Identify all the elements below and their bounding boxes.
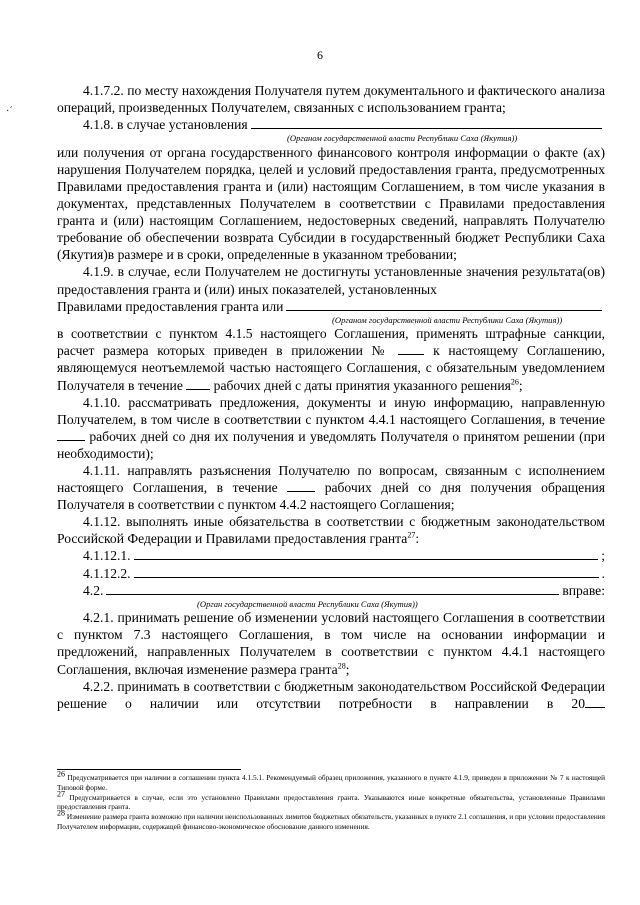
clause-4-1-9-body-c: рабочих дней с даты принятия указанного решения bbox=[213, 377, 511, 393]
footnote-text: Предусматривается при наличии в соглашении пункта 4.1.5.1. Рекомендуемый образец приложения, указанного в пункте 4.1.9, приведен в приложении № 7 к настоящей Типовой форме. bbox=[57, 773, 605, 792]
clause-4-1-12-2-label: 4.1.12.2. bbox=[83, 565, 131, 581]
organ-blank-line bbox=[251, 116, 602, 129]
organ-caption-2: (Органом государственной власти Республики Саха (Якутия)) bbox=[332, 314, 563, 325]
footnote-number: 27 bbox=[57, 789, 65, 799]
clause-4-1-11-text-b: рабочих дней со дня получения обращения Получателя в соответствии с пунктом 4.4.2 настоящего Соглашения; bbox=[57, 480, 606, 513]
annex-number-blank bbox=[398, 343, 424, 355]
clause-4-1-12-1-label: 4.1.12.1. bbox=[83, 548, 131, 564]
clause-4-1-12-2 bbox=[57, 565, 605, 582]
clause-4-2-2-text: 4.2.2. принимать в соответствии с бюджетным законодательством Российской Федерации решение о наличии или отсутствии потребности в направлении в 20 bbox=[57, 678, 605, 711]
footnote-ref-28: 28 bbox=[337, 660, 346, 670]
footnote-text: Изменение размера гранта возможно при наличии неиспользованных лимитов бюджетных обязательств, указанных в пункте 2.1 соглашения, и при условии предоставления Получателем информации, содержащей финансово-экономическое обоснование данного изменения. bbox=[57, 812, 605, 831]
footnote-text: Предусматривается в случае, если это установлено Правилами предоставления гранта. Указываются иные конкретные обязательства, установленные Правилами предоставления гранта. bbox=[57, 792, 605, 812]
clause-4-2-1-end: ; bbox=[345, 661, 350, 677]
clause-4-1-12-text: 4.1.12. выполнять иные обязательства в соответствии с бюджетным законодательством Российской Федерации и Правилами предоставления гранта bbox=[57, 514, 605, 547]
clause-4-2-end: вправе: bbox=[562, 582, 605, 598]
footnote-number: 28 bbox=[57, 808, 65, 818]
clause-4-1-9-lead: 4.1.9. в случае, если Получателем не достигнуты установленные значения результата(ов) предоставления гранта и (или) иных показателей, установленных bbox=[57, 264, 605, 297]
clause-4-1-10-text-b: рабочих дней со дня их получения и уведомлять Получателя о принятом решении (при необходимости); bbox=[57, 428, 605, 461]
clause-4-2-2 bbox=[57, 678, 605, 712]
document-body bbox=[57, 82, 605, 712]
days-blank-2 bbox=[57, 429, 85, 441]
clause-4-1-11-text: 4.1.11. направлять разъяснения Получателю по вопросам, связанным с исполнением настоящего Соглашения, в течение bbox=[57, 462, 605, 496]
clause-4-2-1 bbox=[57, 609, 605, 677]
clause-4-1-10-text: 4.1.10. рассматривать предложения, документы и иную информацию, направленную Получателем, в том числе в соответствии с пунктом 4.4.1 настоящего Соглашения, в течение bbox=[57, 394, 605, 427]
organ-blank-line-2 bbox=[286, 298, 602, 311]
clause-4-1-11 bbox=[57, 462, 605, 513]
clause-4-1-12-2-blank bbox=[134, 565, 599, 578]
clause-4-1-10 bbox=[57, 394, 605, 462]
footnote-27 bbox=[57, 789, 605, 813]
clause-4-2 bbox=[57, 582, 605, 599]
clause-4-1-12-1-blank bbox=[134, 547, 599, 560]
organ-caption-3: (Орган государственной власти Республики Саха (Якутия)) bbox=[197, 598, 418, 609]
footnote-number: 26 bbox=[57, 769, 65, 779]
clause-4-1-9-body-a: в соответствии с пунктом 4.1.5 настоящего Соглашения, применять штрафные санкции, расчет размера которых приведен в приложении № bbox=[57, 326, 605, 359]
days-blank bbox=[186, 378, 210, 390]
clause-4-1-12-1-end: ; bbox=[601, 548, 605, 564]
clause-4-1-7-2: 4.1.7.2. по месту нахождения Получателя путем документального и фактического анализа операций, произведенных Получателем, связанных с использованием гранта; bbox=[57, 83, 605, 116]
clause-4-2-1-text: 4.2.1. принимать решение об изменении условий настоящего Соглашения в соответствии с пунктом 7.3 настоящего Соглашения, в том числе на основании информации и предложений, направленных Получателем в соответствии с пунктом 4.4.1 настоящего Соглашения, включая изменение размера гранта bbox=[57, 610, 605, 677]
clause-4-1-12: 4.1.12. выполнять иные обязательства в соответствии с бюджетным законодательством Российской Федерации и Правилами предоставления гранта$^{27}$: bbox=[57, 514, 605, 547]
footnote-28 bbox=[57, 808, 605, 832]
organ-caption: (Органом государственной власти Республики Саха (Якутия)) bbox=[287, 133, 518, 144]
clause-4-1-8-lead bbox=[57, 116, 605, 133]
clause-4-1-12-2-end: . bbox=[601, 565, 605, 581]
clause-4-2-blank bbox=[106, 582, 559, 595]
clause-4-1-8-label: 4.1.8. в случае установления bbox=[83, 117, 248, 133]
footnotes bbox=[57, 769, 605, 832]
clause-4-1-8-body: или получения от органа государственного финансового контроля информации о факте (ах) нарушения Получателем порядка, целей и условий предоставления гранта, предусмотренных Правилами предоставления гранта и (или) настоящим Соглашением, в том числе указания в документах, представленных Получателем в соответствии с Правилами предоставления гранта и (или) настоящим Соглашением, недостоверных сведений, направлять Получателю требование об обеспечении возврата Субсидии в государственный бюджет Республики Саха (Якутия)в размере и в сроки, определенные в указанном требовании; bbox=[57, 144, 605, 263]
footnote-ref-27: 27 bbox=[407, 530, 416, 540]
clause-4-1-9-line bbox=[57, 298, 605, 315]
footnote-separator bbox=[57, 769, 241, 770]
days-blank-3 bbox=[287, 480, 315, 492]
clause-4-1-9-rules-text: Правилами предоставления гранта или bbox=[57, 298, 284, 314]
clause-4-1-12-1 bbox=[57, 547, 605, 564]
footnote-ref-26: 26 bbox=[510, 376, 519, 386]
clause-4-2-label: 4.2. bbox=[83, 582, 104, 598]
footnote-26 bbox=[57, 769, 605, 793]
clause-4-1-9-body-b: к настоящему Соглашению, являющемуся неотъемлемой частью настоящего Соглашения, с обязательным уведомлением Получателя в течение bbox=[57, 343, 605, 393]
year-blank bbox=[585, 696, 605, 708]
scan-mark: ·´ bbox=[6, 106, 13, 117]
page-number: 6 bbox=[317, 48, 323, 62]
clause-4-1-9-body: в соответствии с пунктом 4.1.5 настоящего Соглашения, применять штрафные санкции, расчет размера которых приведен в приложении № к настоящему Соглашению, являющемуся неотъемлемой частью настоящего Соглашения, с обязательным уведомлением Получателя в течение рабочих дней с даты принятия указанного решения$^{26}$; bbox=[57, 326, 605, 393]
